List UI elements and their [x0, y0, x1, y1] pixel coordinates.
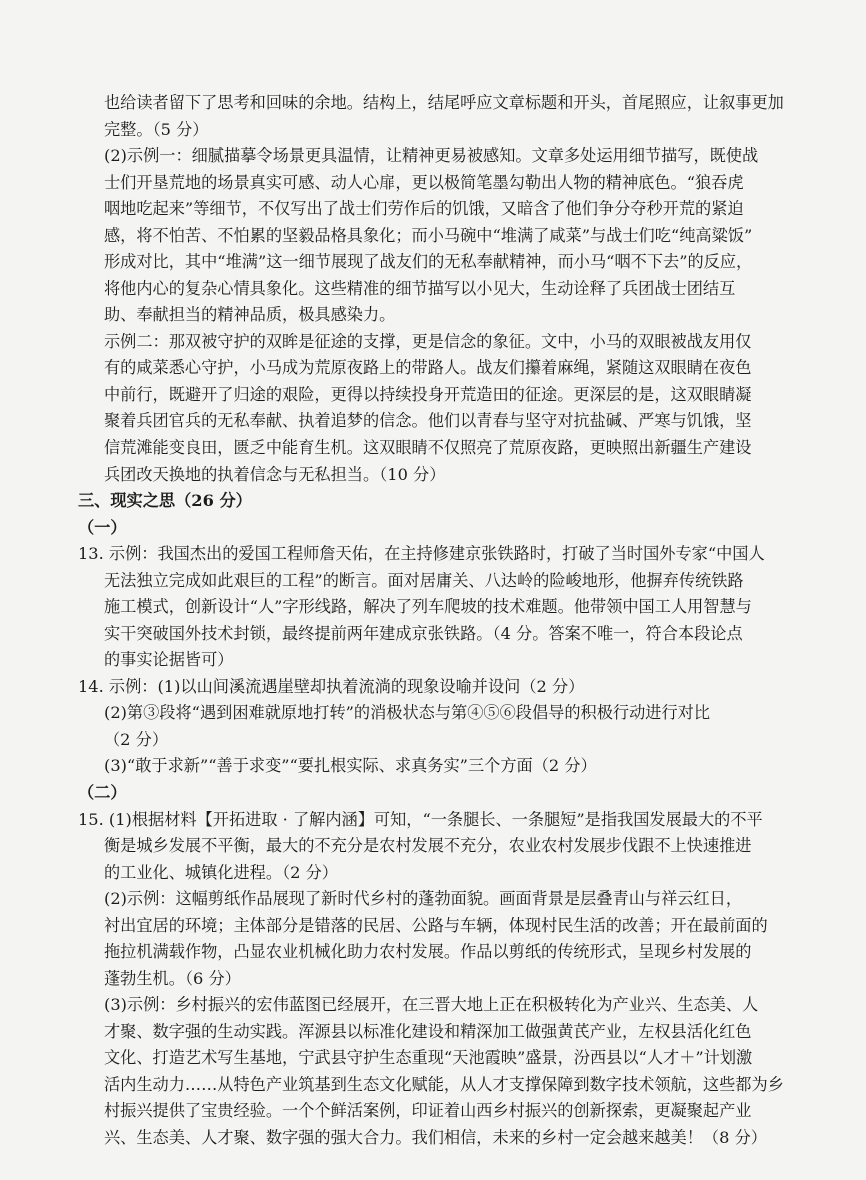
text-line: 蓬勃生机。（6 分）: [104, 969, 241, 988]
text-line: 兴、生态美、人才聚、数字强的强大合力。我们相信，未来的乡村一定会越来越美！（8 分）: [104, 1128, 767, 1147]
text-line: 村振兴提供了宝贵经验。一个个鲜活案例，印证着山西乡村振兴的创新探索，更凝聚起产业: [104, 1101, 752, 1120]
text-line: 聚着兵团官兵的无私奉献、执着追梦的信念。他们以青春与坚守对抗盐碱、严寒与饥饿，坚: [104, 411, 752, 430]
text-line: 15. (1)根据材料【开拓进取 · 了解内涵】可知，“一条腿长、一条腿短”是指我国发展最大的不平: [78, 810, 763, 829]
text-line: 有的咸菜悉心守护，小马成为荒原夜路上的带路人。战友们攥着麻绳，紧随这双眼睛在夜色: [104, 358, 752, 377]
text-line: 完整。（5 分）: [104, 120, 209, 139]
heading-line: （一）: [78, 518, 127, 537]
text-line: 无法独立完成如此艰巨的工程”的断言。面对居庸关、八达岭的险峻地形，他摒弃传统铁路: [104, 571, 744, 590]
text-line: (3)“敢于求新”“善于求变”“要扎根实际、求真务实”三个方面（2 分）: [104, 756, 597, 775]
text-line: 衡是城乡发展不平衡，最大的不充分是农村发展不充分，农业农村发展步伐跟不上快速推进: [104, 836, 752, 855]
text-line: 中前行，既避开了归途的艰险，更得以持续投身开荒造田的征途。更深层的是，这双眼睛凝: [104, 385, 752, 404]
text-line: 14. 示例：(1)以山间溪流遇崖壁却执着流淌的现象设喻并设问（2 分）: [78, 677, 585, 696]
text-line: 助、奉献担当的精神品质，极具感染力。: [104, 305, 396, 324]
text-line: (2)第③段将“遇到困难就原地打转”的消极状态与第④⑤⑥段倡导的积极行动进行对比: [104, 703, 711, 722]
heading-line: 三、现实之思（26 分）: [78, 491, 252, 510]
text-line: 施工模式，创新设计“人”字形线路，解决了列车爬坡的技术难题。他带领中国工人用智慧与: [104, 597, 752, 616]
text-line: 拖拉机满载作物，凸显农业机械化助力农村发展。作品以剪纸的传统形式，呈现乡村发展的: [104, 942, 752, 961]
text-line: （2 分）: [104, 730, 169, 749]
text-line: (3)示例：乡村振兴的宏伟蓝图已经展开，在三晋大地上正在积极转化为产业兴、生态美、人: [104, 995, 759, 1014]
text-line: 的事实论据皆可）: [104, 650, 234, 669]
text-line: (2)示例一：细腻描摹令场景更具温情，让精神更易被感知。文章多处运用细节描写，既使战: [104, 146, 759, 165]
text-line: 兵团改天换地的执着信念与无私担当。（10 分）: [104, 465, 446, 484]
text-line: 将他内心的复杂心情具象化。这些精准的细节描写以小见大，生动诠释了兵团战士团结互: [104, 279, 736, 298]
text-line: 示例二：那双被守护的双眸是征途的支撑，更是信念的象征。文中，小马的双眼被战友用仅: [104, 332, 752, 351]
text-line: 实干突破国外技术封锁，最终提前两年建成京张铁路。（4 分。答案不唯一，符合本段论点: [104, 624, 743, 643]
text-line: 活内生动力……从特色产业筑基到生态文化赋能，从人才支撑保障到数字技术领航，这些都为乡: [104, 1075, 784, 1094]
text-line: 的工业化、城镇化进程。（2 分）: [104, 863, 338, 882]
text-line: 形成对比，其中“堆满”这一细节展现了战友们的无私奉献精神，而小马“咽不下去”的反应，: [104, 252, 753, 271]
text-line: 士们开垦荒地的场景真实可感、动人心扉，更以极简笔墨勾勒出人物的精神底色。“狼吞虎: [104, 173, 744, 192]
text-line: 衬出宜居的环境；主体部分是错落的民居、公路与车辆，体现村民生活的改善；开在最前面的: [104, 916, 768, 935]
text-line: 感，将不怕苦、不怕累的坚毅品格具象化；而小马碗中“堆满了咸菜”与战士们吃“纯高粱饭”: [104, 226, 753, 245]
text-line: 13. 示例：我国杰出的爱国工程师詹天佑，在主持修建京张铁路时，打破了当时国外专家“中国人: [78, 544, 765, 563]
text-line: 信荒滩能变良田，匮乏中能育生机。这双眼睛不仅照亮了荒原夜路，更映照出新疆生产建设: [104, 438, 752, 457]
text-line: 也给读者留下了思考和回味的余地。结构上，结尾呼应文章标题和开头，首尾照应，让叙事更加: [104, 93, 784, 112]
text-line: 咽地吃起来”等细节，不仅写出了战士们劳作后的饥饿，又暗含了他们争分夺秒开荒的紧迫: [104, 199, 744, 218]
heading-line: （二）: [78, 783, 127, 802]
text-line: 文化、打造艺术写生基地，宁武县守护生态重现“天池霞映”盛景，汾西县以“人才＋”计划激: [104, 1048, 753, 1067]
text-line: (2)示例：这幅剪纸作品展现了新时代乡村的蓬勃面貌。画面背景是层叠青山与祥云红日，: [104, 889, 743, 908]
text-line: 才聚、数字强的生动实践。浑源县以标准化建设和精深加工做强黄芪产业，左权县活化红色: [104, 1022, 752, 1041]
